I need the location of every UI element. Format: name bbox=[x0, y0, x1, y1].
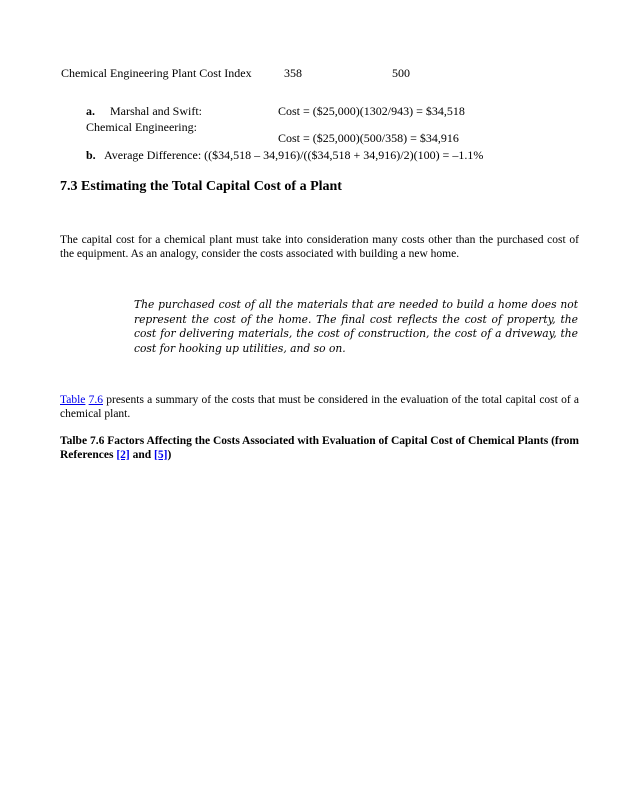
item-a-formula-marshal: Cost = ($25,000)(1302/943) = $34,518 bbox=[278, 104, 465, 118]
item-a-marker: a. bbox=[86, 104, 95, 118]
table-caption-text: Talbe 7.6 Factors Affecting the Costs Associated with Evaluation of Capital Cost of Chemical Plants (from References bbox=[60, 435, 579, 461]
table-number-link[interactable]: 7.6 bbox=[88, 394, 103, 406]
cost-index-value-358: 358 bbox=[284, 66, 302, 80]
table-caption bbox=[60, 434, 579, 462]
table-link[interactable]: Table bbox=[60, 394, 86, 406]
cost-index-value-500: 500 bbox=[392, 66, 410, 80]
reference-link-2[interactable]: [2] bbox=[116, 449, 130, 461]
item-a-label-marshal: Marshal and Swift: bbox=[110, 104, 202, 118]
table-caption-end: ) bbox=[167, 449, 172, 461]
quote-home-analogy: The purchased cost of all the materials that are needed to build a home does not represent the cost of the home. The final cost reflects the cost of property, the cost for delivering materials, the cost of construction, the cost of a driveway, the cost for hooking up utilities, and so on. bbox=[134, 298, 578, 355]
paragraph-table-reference-text: presents a summary of the costs that must be considered in the evaluation of the total capital cost of a chemical plant. bbox=[60, 394, 579, 420]
cost-index-label: Chemical Engineering Plant Cost Index bbox=[61, 66, 252, 80]
paragraph-table-reference bbox=[60, 393, 579, 421]
item-a-formula-chemeng: Cost = ($25,000)(500/358) = $34,916 bbox=[278, 131, 459, 145]
table-caption-joiner: and bbox=[129, 449, 155, 461]
reference-link-5[interactable]: [5] bbox=[154, 449, 168, 461]
item-b-marker: b. bbox=[86, 148, 96, 162]
item-b-average-difference: Average Difference: (($34,518 – 34,916)/(($34,518 + 34,916)/2)(100) = –1.1% bbox=[104, 148, 484, 162]
item-a-label-chemeng: Chemical Engineering: bbox=[86, 120, 197, 134]
section-heading: 7.3 Estimating the Total Capital Cost of a Plant bbox=[60, 179, 342, 194]
paragraph-capital-cost: The capital cost for a chemical plant must take into consideration many costs other than the purchased cost of the equipment. As an analogy, consider the costs associated with building a new home. bbox=[60, 234, 579, 260]
